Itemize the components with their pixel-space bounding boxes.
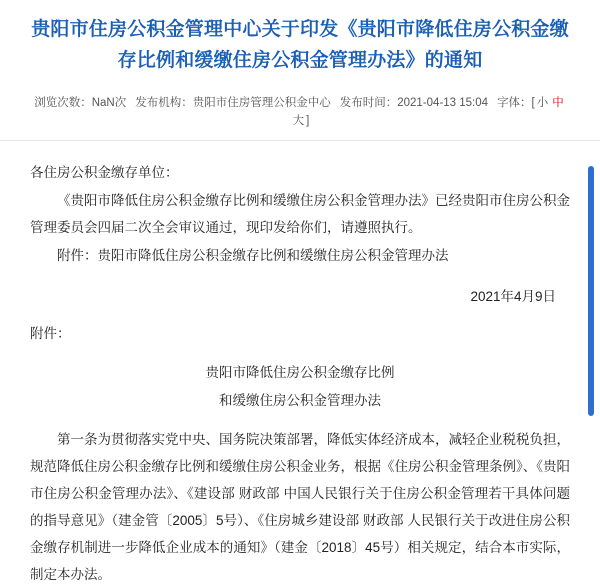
scrollbar-thumb[interactable] [588,166,594,416]
publish-time-label: 发布时间： [339,97,398,109]
publish-time-value: 2021-04-13 15:04 [397,97,489,109]
document-date: 2021年4月9日 [470,289,556,304]
font-size-label: 字体：[ [497,97,535,109]
attachment-label: 附件： [30,326,71,341]
font-size-close-bracket: ] [306,115,310,127]
page-title: 贵阳市住房公积金管理中心关于印发《贵阳市降低住房公积金缴存比例和缓缴住房公积金管理办法》的通知 [31,19,569,71]
document-body [0,141,600,588]
article-1: 第一条为贯彻落实党中央、国务院决策部署，降低实体经济成本，减轻企业税税负担，规范降低住房公积金缴存比例和缓缴住房公积金业务，根据《住房公积金管理条例》、《贵阳市住房公积金管理办法》、《建设部 财政部 中国人民银行关于住房公积金管理若干具体问题的指导意见》（建金管〔2005〕5号）、《住房城乡建设部 财政部 人民银行关于改进住房公积金缴存机制进一步降低企业成本的通知》（建金〔2018〕45号）相关规定，结合本市实际，制定本办法。 [30,432,570,582]
font-size-medium-button[interactable]: 中 [552,97,564,109]
salutation: 各住房公积金缴存单位： [30,165,179,180]
views-label: 浏览次数： [34,97,92,109]
body-paragraph-1: 《贵阳市降低住房公积金缴存比例和缓缴住房公积金管理办法》已经贵阳市住房公积金管理委员会四届二次全会审议通过，现印发给你们，请遵照执行。 [30,193,570,235]
font-size-small-button[interactable]: 小 [536,97,549,109]
attachment-title-line-1: 贵阳市降低住房公积金缴存比例 [205,365,395,380]
attachment-line: 附件：贵阳市降低住房公积金缴存比例和缓缴住房公积金管理办法 [57,248,449,263]
document-meta-bar [0,94,600,141]
publisher-value: 贵阳市住房管理公积金中心 [192,97,331,109]
font-size-large-button[interactable]: 大 [292,115,305,127]
scrollbar[interactable] [588,166,594,526]
views-value: NaN次 [91,97,127,109]
title-block [0,0,600,82]
publisher-label: 发布机构： [135,97,193,109]
attachment-title-line-2: 和缓缴住房公积金管理办法 [219,393,381,408]
